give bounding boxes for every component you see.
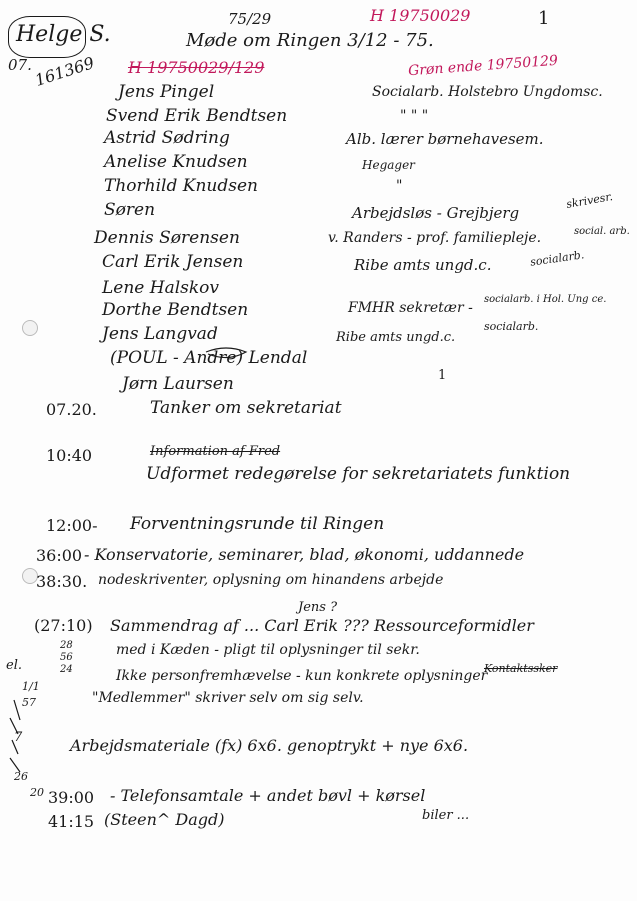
participant-note: 1 bbox=[438, 368, 447, 383]
participant-name: Dennis Sørensen bbox=[94, 228, 240, 248]
margin-mark: 7 bbox=[14, 730, 23, 745]
participant-note: v. Randers - prof. familiepleje. bbox=[328, 230, 542, 246]
page-number: 1 bbox=[538, 8, 550, 29]
log-time: 36:00 bbox=[36, 546, 83, 565]
participant-name: Søren bbox=[104, 200, 156, 220]
side-note: socialarb. bbox=[484, 320, 539, 333]
log-above: Jens ? bbox=[298, 600, 338, 615]
participant-note: Socialarb. Holstebro Ungdomsc. bbox=[372, 84, 603, 100]
margin-mark: 56 bbox=[60, 652, 73, 663]
participant-name: Carl Erik Jensen bbox=[102, 252, 244, 272]
participant-note: " " " bbox=[400, 108, 429, 124]
margin-mark: 24 bbox=[60, 664, 73, 675]
log-text: Arbejdsmateriale (fx) 6x6. genoptrykt + nye 6x6. bbox=[70, 736, 469, 755]
participant-note: Hegager bbox=[362, 158, 415, 172]
red-id-top: H 19750029 bbox=[370, 6, 471, 25]
log-text: Sammendrag af ... Carl Erik ??? Ressourceformidler bbox=[110, 616, 534, 635]
red-id-struck: H 19750029/129 bbox=[128, 58, 265, 77]
log-text: Ikke personfremhævelse - kun konkrete oplysninger bbox=[116, 668, 488, 684]
margin-mark: 26 bbox=[14, 770, 28, 783]
log-time: 12:00- bbox=[46, 516, 98, 535]
punch-hole-top bbox=[22, 320, 38, 336]
meeting-title: Møde om Ringen 3/12 - 75. bbox=[186, 30, 434, 51]
margin-mark: 1/1 bbox=[22, 680, 40, 693]
margin-mark: 28 bbox=[60, 640, 73, 651]
participant-name: Jørn Laursen bbox=[122, 374, 234, 394]
side-note: socialarb. i Hol. Ung ce. bbox=[484, 294, 607, 305]
log-text: med i Kæden - pligt til oplysninger til sekr. bbox=[116, 642, 420, 658]
side-note: social. arb. bbox=[574, 226, 630, 237]
participant-name: Thorhild Knudsen bbox=[104, 176, 258, 196]
log-struck: Kontaktssker bbox=[484, 662, 558, 675]
margin-mark: el. bbox=[6, 658, 22, 673]
participant-note: " bbox=[396, 178, 403, 194]
log-text: biler ... bbox=[422, 808, 470, 823]
participant-name: Svend Erik Bendtsen bbox=[106, 106, 288, 126]
participant-name: Jens Langvad bbox=[102, 324, 218, 344]
ref-top: 75/29 bbox=[228, 10, 272, 28]
side-note: socialarb. bbox=[529, 248, 586, 269]
margin-mark: 20 bbox=[30, 786, 44, 799]
participant-name: Anelise Knudsen bbox=[104, 152, 248, 172]
participant-note: Ribe amts ungd.c. bbox=[354, 256, 492, 274]
log-time: 38:30. bbox=[36, 572, 88, 591]
log-time: 07.20. bbox=[46, 400, 97, 419]
author-name: Helge S. bbox=[16, 22, 111, 47]
id-prefix: 07. bbox=[8, 56, 32, 74]
log-time: 41:15 bbox=[48, 812, 95, 831]
participant-name: Lene Halskov bbox=[102, 278, 220, 298]
margin-mark: 57 bbox=[22, 696, 36, 709]
log-time: 39:00 bbox=[48, 788, 95, 807]
participant-name: Jens Pingel bbox=[118, 82, 215, 102]
log-text: Udformet redegørelse for sekretariatets funktion bbox=[146, 464, 571, 484]
participant-name: (POUL - Andre) Lendal bbox=[110, 348, 308, 368]
log-text: "Medlemmer" skriver selv om sig selv. bbox=[92, 690, 364, 706]
log-time: (27:10) bbox=[34, 616, 93, 635]
side-note: skrivesr. bbox=[565, 190, 614, 211]
participant-name: Dorthe Bendtsen bbox=[102, 300, 249, 320]
red-note: Grøn ende 19750129 bbox=[407, 52, 559, 80]
log-time: 10:40 bbox=[46, 446, 93, 465]
participant-note: Alb. lærer børnehavesem. bbox=[346, 130, 544, 148]
log-text: nodeskriventer, oplysning om hinandens arbejde bbox=[98, 572, 444, 588]
log-text: (Steen^ Dagd) bbox=[104, 810, 225, 829]
participant-name: Astrid Sødring bbox=[104, 128, 230, 148]
log-text: Forventningsrunde til Ringen bbox=[130, 514, 385, 534]
log-struck: Information af Fred bbox=[150, 444, 281, 459]
log-text: - Konservatorie, seminarer, blad, økonomi, uddannede bbox=[84, 545, 525, 564]
participant-note: FMHR sekretær - bbox=[348, 300, 473, 316]
log-text: - Telefonsamtale + andet bøvl + kørsel bbox=[110, 786, 426, 805]
participant-note: Arbejdsløs - Grejbjerg bbox=[352, 204, 520, 222]
participant-note: Ribe amts ungd.c. bbox=[336, 330, 456, 345]
archive-id: 161369 bbox=[32, 53, 97, 90]
log-text: Tanker om sekretariat bbox=[150, 398, 342, 418]
